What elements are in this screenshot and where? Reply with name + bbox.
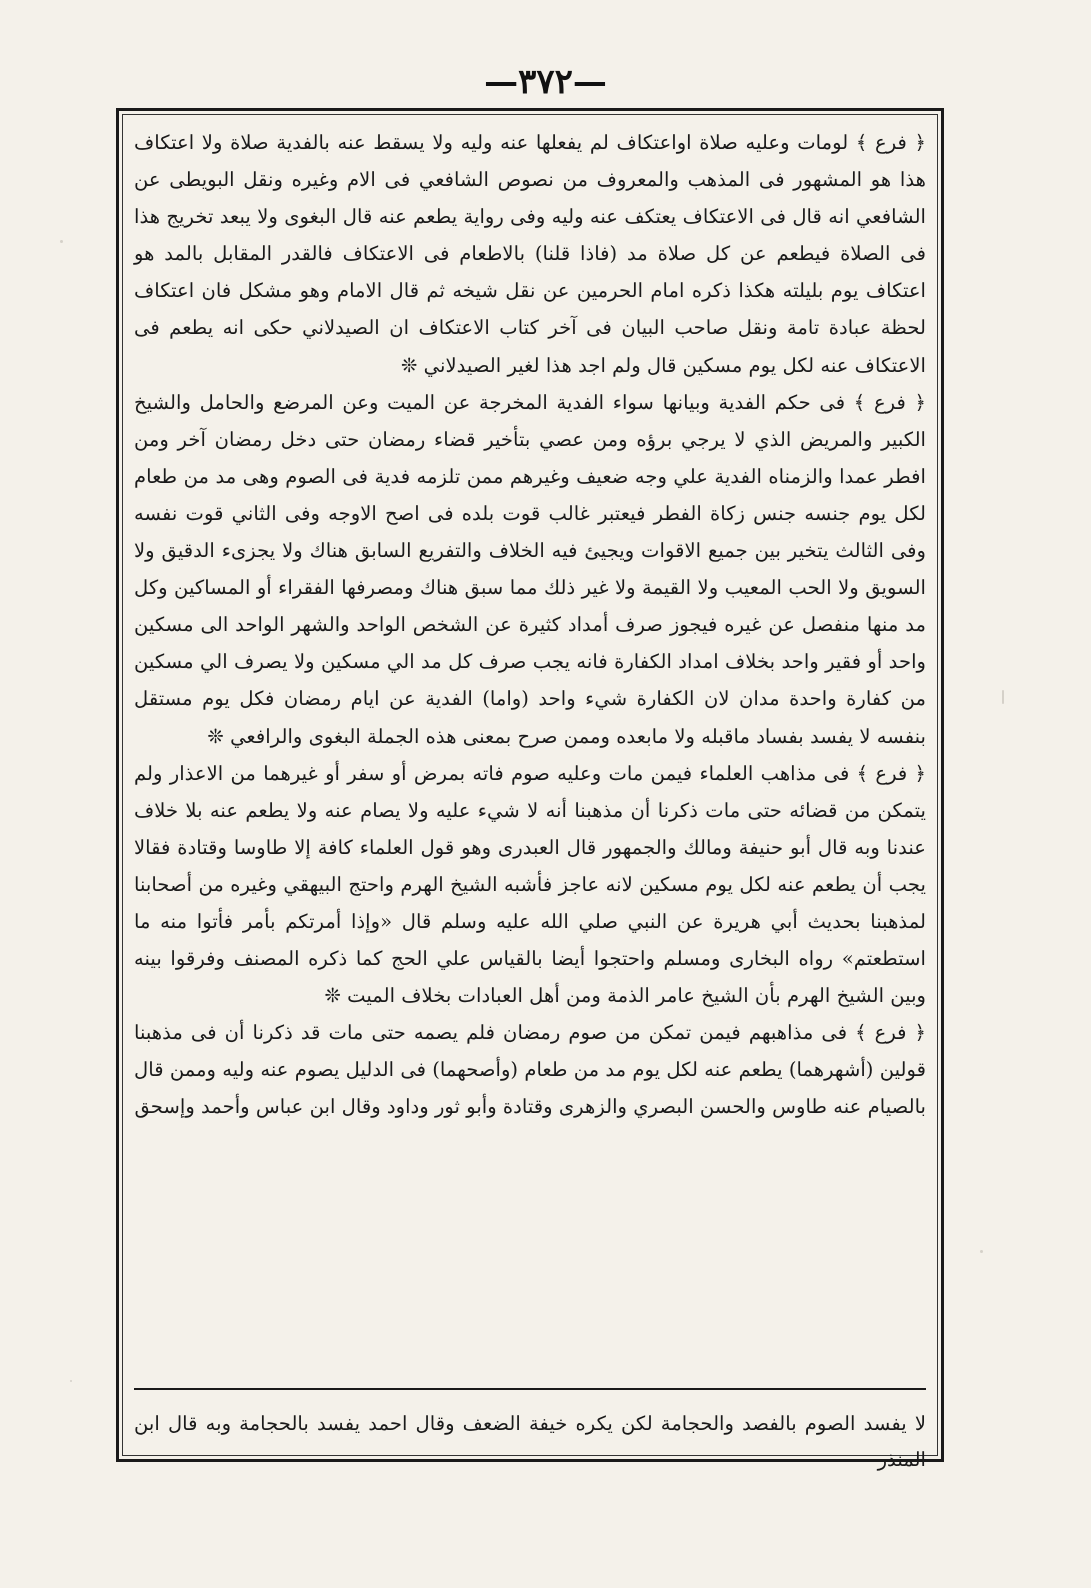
- scan-speck: [1002, 690, 1004, 704]
- footnote-divider: [134, 1388, 926, 1390]
- paragraph-2: ﴿ فرع ﴾ فى حكم الفدية وبيانها سواء الفدية المخرجة عن الميت وعن المرضع والحامل والشيخ الكبير والمريض الذي لا يرجي برؤه ومن عصي بتأخير قضاء رمضان حتى دخل رمضان آخر ومن افطر عمدا والزمناه الفدية علي وجه ضعيف وغيرهم ممن تلزمه فدية فى الصوم وهى مد من طعام لكل يوم جنسه جنس زكاة الفطر فيعتبر غالب قوت بلده فى اصح الاوجه وفى الثاني قوت نفسه وفى الثالث يتخير بين جميع الاقوات ويجيئ فيه الخلاف والتفريع السابق هناك ولا يجزىء الدقيق ولا السويق ولا الحب المعيب ولا القيمة ولا غير ذلك مما سبق هناك ومصرفها الفقراء أو المساكين وكل مد منها منفصل عن غيره فيجوز صرف أمداد كثيرة عن الشخص الواحد والشهر الواحد الى مسكين واحد أو فقير واحد بخلاف امداد الكفارة فانه يجب صرف كل مد الي مسكين ولا يصرف الي مسكين من كفارة واحدة مدان لان الكفارة شيء واحد (واما) الفدية عن ايام رمضان فكل يوم مستقل بنفسه لا يفسد بفساد ماقبله ولا مابعده وممن صرح بمعنى هذه الجملة البغوى والرافعي ❊: [134, 390, 926, 748]
- paragraph-4: ﴿ فرع ﴾ فى مذاهبهم فيمن تمكن من صوم رمضان فلم يصمه حتى مات قد ذكرنا أن فى مذهبنا قولين (أشهرهما) يطعم عنه لكل يوم مد من طعام (وأصحهما) فى الدليل يصوم عنه وليه وممن قال بالصيام عنه طاوس والحسن البصري والزهرى وقتادة وأبو ثور وداود وقال ابن عباس وأحمد وإسحق: [134, 1021, 926, 1119]
- scan-speck: [980, 1250, 983, 1253]
- paragraph-1: ﴿ فرع ﴾ لومات وعليه صلاة اواعتكاف لم يفعلها عنه وليه ولا يسقط عنه بالفدية صلاة ولا اعتكاف هذا هو المشهور فى المذهب والمعروف من نصوص الشافعي فى الام وغيره ونقل البويطى عن الشافعي انه قال فى الاعتكاف يعتكف عنه وليه وفى رواية يطعم عنه قال البغوى ولا يبعد تخريج هذا فى الصلاة فيطعم عن كل صلاة مد (فاذا قلنا) بالاطعام فى الاعتكاف فالقدر المقابل بالمد هو اعتكاف يوم بليلته هكذا ذكره امام الحرمين عن نقل شيخه ثم قال الامام وهو مشكل فان اعتكاف لحظة عبادة تامة ونقل صاحب البيان فى آخر كتاب الاعتكاف ان الصيدلاني حكى انه يطعم فى الاعتكاف عنه لكل يوم مسكين قال ولم اجد هذا لغير الصيدلاني ❊: [134, 131, 926, 377]
- scan-speck: [70, 1380, 72, 1382]
- page-number: —٣٧٢—: [484, 62, 607, 102]
- main-text-block: [134, 124, 926, 1382]
- scan-speck: [60, 240, 63, 243]
- footnote-text: لا يفسد الصوم بالفصد والحجامة لكن يكره خيفة الضعف وقال احمد يفسد بالحجامة وبه قال ابن المنذر: [134, 1412, 926, 1471]
- paragraph-3: ﴿ فرع ﴾ فى مذاهب العلماء فيمن مات وعليه صوم فاته بمرض أو سفر أو غيرهما من الاعذار ولم يتمكن من قضائه حتى مات ذكرنا أن مذهبنا أنه لا شيء عليه ولا يصام عنه ولا يطعم عنه بلا خلاف عندنا وبه قال أبو حنيفة ومالك والجمهور قال العبدرى وهو قول العلماء كافة إلا طاوسا وقتادة فقالا يجب أن يطعم عنه لكل يوم مسكين لانه عاجز فأشبه الشيخ الهرم واحتج البيهقي وغيره من أصحابنا لمذهبنا بحديث أبي هريرة عن النبي صلي الله عليه وسلم قال «وإذا أمرتكم بأمر فأتوا منه ما استطعتم» رواه البخارى ومسلم واحتجوا أيضا بالقياس علي الحج كما ذكره المصنف وفرقوا بينه وبين الشيخ الهرم بأن الشيخ عامر الذمة ومن أهل العبادات بخلاف الميت ❊: [134, 761, 927, 1008]
